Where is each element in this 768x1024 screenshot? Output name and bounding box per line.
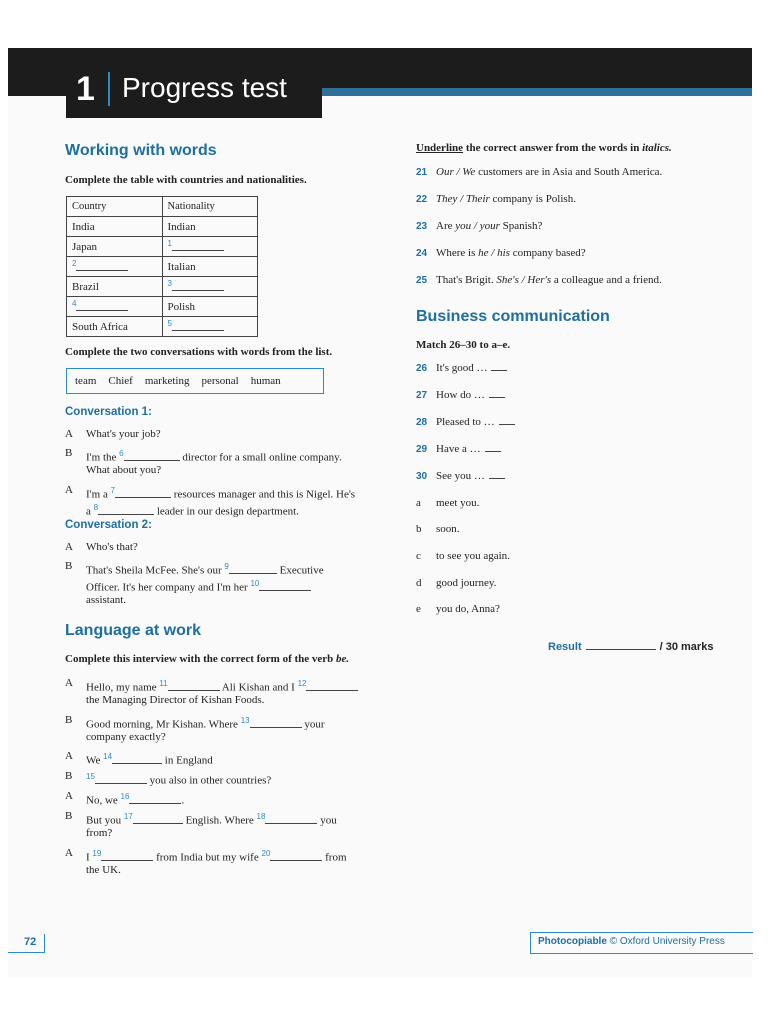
nationality-cell[interactable] xyxy=(162,277,258,297)
interview-line xyxy=(86,845,347,867)
grammar-item xyxy=(416,191,576,208)
conversation2-heading: Conversation 2: xyxy=(65,519,152,531)
match-item xyxy=(416,468,505,485)
question-number: 26 xyxy=(416,363,428,374)
blank-number: 4 xyxy=(72,299,77,309)
item-text: Where is xyxy=(436,247,476,259)
answer-blank[interactable] xyxy=(172,282,224,291)
answer-blank[interactable] xyxy=(229,565,277,574)
dialogue-text: in England xyxy=(164,754,213,767)
table-row xyxy=(67,217,258,237)
dialogue-line xyxy=(86,499,299,521)
answer-blank[interactable] xyxy=(172,322,224,331)
table-row xyxy=(67,257,258,277)
dialogue-text: No, we xyxy=(86,794,118,807)
dialogue-text: leader in our design department. xyxy=(156,505,299,518)
blank-number: 9 xyxy=(224,562,229,571)
interview-line xyxy=(86,768,271,790)
country-cell: India xyxy=(67,217,163,237)
answer-options[interactable]: They / Their xyxy=(436,193,490,205)
interview-line: the Managing Director of Kishan Foods. xyxy=(86,694,265,706)
question-number: 24 xyxy=(416,248,428,259)
dialogue-line: Who's that? xyxy=(86,541,138,553)
country-header: Country xyxy=(67,197,163,217)
blank-number: 3 xyxy=(167,279,172,289)
speaker-label: A xyxy=(65,677,73,689)
answer-option xyxy=(416,548,510,565)
answer-text: to see you again. xyxy=(436,550,510,562)
answer-blank[interactable] xyxy=(499,416,515,425)
speaker-label: B xyxy=(65,714,73,726)
blank-number: 5 xyxy=(167,319,172,329)
grammar-item xyxy=(416,245,586,262)
speaker-label: A xyxy=(65,790,73,802)
answer-options[interactable]: you / your xyxy=(455,220,500,232)
grammar-item xyxy=(416,272,662,289)
answer-letter: e xyxy=(416,603,421,615)
answer-text: good journey. xyxy=(436,577,497,589)
interview-line xyxy=(86,808,337,830)
table-row xyxy=(67,277,258,297)
interview-line: company exactly? xyxy=(86,731,166,743)
answer-blank[interactable] xyxy=(489,470,505,479)
instruction-underline: Underline xyxy=(416,142,464,154)
dialogue-text: I'm the xyxy=(86,451,117,464)
underline-instruction xyxy=(416,142,672,154)
dialogue-text: We xyxy=(86,754,101,767)
footer-copyright xyxy=(538,936,725,947)
dialogue-line: assistant. xyxy=(86,594,127,606)
answer-text: meet you. xyxy=(436,497,480,509)
blank-number: 8 xyxy=(93,503,99,512)
conversation-instruction: Complete the two conversations with words from the list. xyxy=(65,346,333,358)
working-with-words-heading: Working with words xyxy=(65,142,217,159)
blank-number: 6 xyxy=(119,449,124,458)
item-text: Are xyxy=(436,220,453,232)
question-number: 23 xyxy=(416,221,428,232)
answer-blank[interactable] xyxy=(491,362,507,371)
blank-number: 14 xyxy=(103,752,113,761)
instruction-text: Complete this interview with the correct form of the verb xyxy=(65,653,334,665)
dialogue-line: What's your job? xyxy=(86,428,161,440)
answer-text: you do, Anna? xyxy=(436,603,500,615)
country-cell[interactable] xyxy=(67,297,163,317)
copyright-text: © Oxford University Press xyxy=(609,936,725,947)
answer-blank[interactable] xyxy=(250,719,302,728)
match-item xyxy=(416,387,505,404)
question-number: 21 xyxy=(416,167,428,178)
match-item xyxy=(416,360,507,377)
word-item: Chief xyxy=(108,375,133,387)
blank-number: 13 xyxy=(240,716,250,725)
instruction-italic: italics. xyxy=(642,142,672,154)
blank-number: 15 xyxy=(86,772,95,781)
answer-letter: a xyxy=(416,497,421,509)
dialogue-text: I'm a xyxy=(86,488,108,501)
table-row xyxy=(67,317,258,337)
answer-letter: b xyxy=(416,523,422,535)
page-number: 72 xyxy=(24,936,37,948)
interview-line: from? xyxy=(86,827,113,839)
blank-number: 11 xyxy=(159,679,168,688)
match-text: How do … xyxy=(436,389,485,401)
dialogue-text: from India but my wife xyxy=(156,851,259,864)
answer-blank[interactable] xyxy=(112,755,162,764)
blank-number: 19 xyxy=(92,849,102,858)
dialogue-text: a xyxy=(86,505,91,518)
speaker-label: A xyxy=(65,428,73,440)
word-item: team xyxy=(75,375,97,387)
speaker-label: A xyxy=(65,847,73,859)
result-total: / 30 marks xyxy=(659,641,714,653)
dialogue-text: director for a small online company. xyxy=(182,451,342,464)
dialogue-text: from xyxy=(325,851,347,864)
speaker-label: A xyxy=(65,541,73,553)
dialogue-text: Good morning, Mr Kishan. Where xyxy=(86,718,238,731)
answer-blank[interactable] xyxy=(265,815,317,824)
match-text: Pleased to … xyxy=(436,416,495,428)
result-blank[interactable] xyxy=(586,641,656,650)
dialogue-text: you xyxy=(320,814,337,827)
dialogue-text: That's Sheila McFee. She's our xyxy=(86,564,222,577)
question-number: 28 xyxy=(416,417,428,428)
blank-number: 12 xyxy=(297,679,307,688)
word-item: human xyxy=(250,375,281,387)
word-item: marketing xyxy=(144,375,190,387)
answer-blank[interactable] xyxy=(485,443,501,452)
answer-blank[interactable] xyxy=(129,795,181,804)
item-text: a colleague and a friend. xyxy=(553,274,662,286)
blank-number: 10 xyxy=(250,579,260,588)
table-row xyxy=(67,237,258,257)
nationality-cell[interactable] xyxy=(162,237,258,257)
unit-number: 1 xyxy=(76,70,95,108)
dialogue-text: English. Where xyxy=(185,814,254,827)
interview-line: the UK. xyxy=(86,864,121,876)
answer-option xyxy=(416,575,496,592)
dialogue-text: Hello, my name xyxy=(86,681,157,694)
speaker-label: B xyxy=(65,447,73,459)
question-number: 29 xyxy=(416,444,428,455)
instruction-verb: be. xyxy=(336,653,350,665)
match-instruction: Match 26–30 to a–e. xyxy=(416,339,511,351)
blank-number: 16 xyxy=(120,792,130,801)
country-cell: South Africa xyxy=(67,317,163,337)
answer-blank[interactable] xyxy=(133,815,183,824)
question-number: 25 xyxy=(416,275,428,286)
result-label: Result xyxy=(548,641,582,653)
answer-blank[interactable] xyxy=(76,262,128,271)
header-accent-bar xyxy=(322,88,752,96)
answer-blank[interactable] xyxy=(172,242,224,251)
country-cell: Brazil xyxy=(67,277,163,297)
answer-blank[interactable] xyxy=(101,852,153,861)
interview-line xyxy=(86,748,213,770)
language-at-work-heading: Language at work xyxy=(65,622,202,639)
blank-number: 20 xyxy=(261,849,271,858)
question-number: 30 xyxy=(416,471,428,482)
answer-blank[interactable] xyxy=(270,852,322,861)
answer-blank[interactable] xyxy=(489,389,505,398)
dialogue-text: Executive xyxy=(279,564,324,577)
dialogue-line: What about you? xyxy=(86,464,162,476)
item-text: customers are in Asia and South America. xyxy=(478,166,663,178)
match-text: Have a … xyxy=(436,443,481,455)
grammar-item xyxy=(416,164,662,181)
business-communication-heading: Business communication xyxy=(416,308,610,325)
country-cell: Japan xyxy=(67,237,163,257)
question-number: 22 xyxy=(416,194,428,205)
unit-separator xyxy=(108,72,110,106)
question-number: 27 xyxy=(416,390,428,401)
item-text: company is Polish. xyxy=(492,193,576,205)
dialogue-text: resources manager and this is Nigel. He's xyxy=(173,488,356,501)
answer-blank[interactable] xyxy=(76,302,128,311)
dialogue-text: Officer. It's her company and I'm her xyxy=(86,581,248,594)
nationality-table xyxy=(66,196,258,337)
table-instruction: Complete the table with countries and nationalities. xyxy=(65,174,307,186)
blank-number: 1 xyxy=(167,239,172,249)
answer-letter: d xyxy=(416,577,422,589)
page-title: Progress test xyxy=(122,72,287,103)
answer-text: soon. xyxy=(436,523,460,535)
photocopiable-label: Photocopiable xyxy=(538,936,607,947)
match-item xyxy=(416,441,501,458)
answer-blank[interactable] xyxy=(115,489,171,498)
item-text: That's Brigit. xyxy=(436,274,494,286)
answer-options[interactable]: he / his xyxy=(478,247,510,259)
match-text: It's good … xyxy=(436,362,488,374)
blank-number: 17 xyxy=(123,812,133,821)
interview-instruction xyxy=(65,653,349,665)
answer-blank[interactable] xyxy=(168,682,220,691)
nationality-cell: Polish xyxy=(162,297,258,317)
answer-options[interactable]: She's / Her's xyxy=(496,274,552,286)
grammar-item xyxy=(416,218,542,235)
answer-letter: c xyxy=(416,550,421,562)
match-item xyxy=(416,414,515,431)
blank-number: 7 xyxy=(110,486,116,495)
nationality-cell: Italian xyxy=(162,257,258,277)
blank-number: 2 xyxy=(72,259,77,269)
nationality-cell: Indian xyxy=(162,217,258,237)
answer-option xyxy=(416,495,479,512)
result-score xyxy=(548,641,713,653)
interview-line xyxy=(86,788,184,810)
answer-blank[interactable] xyxy=(306,682,358,691)
answer-blank[interactable] xyxy=(98,506,154,515)
answer-blank[interactable] xyxy=(124,452,180,461)
dialogue-text: you also in other countries? xyxy=(149,774,272,787)
nationality-cell[interactable] xyxy=(162,317,258,337)
speaker-label: B xyxy=(65,810,73,822)
word-list-box xyxy=(66,368,324,394)
answer-option xyxy=(416,521,460,538)
item-text: Spanish? xyxy=(502,220,543,232)
country-cell[interactable] xyxy=(67,257,163,277)
speaker-label: B xyxy=(65,560,73,572)
dialogue-text: But you xyxy=(86,814,122,827)
dialogue-text: I xyxy=(86,851,90,864)
blank-number: 18 xyxy=(256,812,266,821)
answer-options[interactable]: Our / We xyxy=(436,166,476,178)
match-text: See you … xyxy=(436,470,485,482)
answer-option xyxy=(416,601,500,618)
nationality-header: Nationality xyxy=(162,197,258,217)
speaker-label: A xyxy=(65,484,73,496)
instruction-text: the correct answer from the words in xyxy=(465,142,640,154)
item-text: company based? xyxy=(512,247,586,259)
word-item: personal xyxy=(201,375,239,387)
table-row xyxy=(67,297,258,317)
conversation1-heading: Conversation 1: xyxy=(65,406,152,418)
dialogue-text: your xyxy=(304,718,325,731)
answer-blank[interactable] xyxy=(259,582,311,591)
answer-blank[interactable] xyxy=(95,775,147,784)
dialogue-text: Ali Kishan and I xyxy=(221,681,295,694)
dialogue-text: . xyxy=(181,794,185,807)
speaker-label: A xyxy=(65,750,73,762)
speaker-label: B xyxy=(65,770,73,782)
